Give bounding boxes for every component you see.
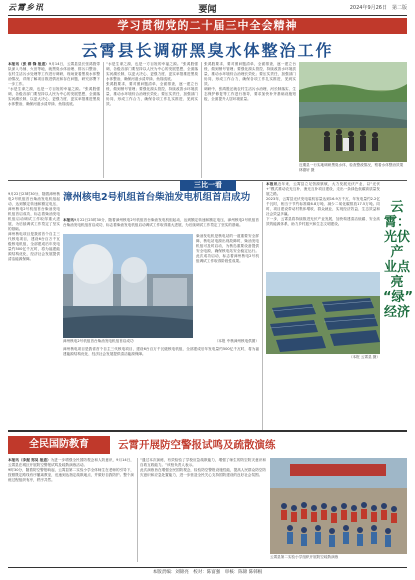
masthead (8, 2, 407, 16)
story1-column-2 (106, 62, 198, 180)
story2-para3: 漳州核电项目是我省首个自主三代核电项目，建设6台百万千瓦级核电机组，全部建成后年发电量约500亿千瓦时，将为福建能源结构优化、经济社会发展提供清洁能源保障。 (63, 347, 259, 356)
story3-byline: 本报讯 (266, 182, 278, 186)
story2-para3c: 漳州核电项目是我省首个自主三代核电项目，建设6台百万千瓦级核电机组，全部建成后年发电量约500亿千瓦时，将为福建能源结构优化、经济社会发展提供清洁能源保障。 (8, 232, 60, 261)
story1-headline: 云霄县长调研黑臭水体整治工作 (81, 41, 334, 60)
story3-vhead-line: “绿” (383, 290, 414, 305)
theme-banner: 学习贯彻党的二十届三中全会精神 (8, 18, 407, 34)
newspaper-logo: 云霄乡讯 (8, 3, 44, 12)
story1-column-1 (8, 62, 100, 180)
story1-column-3 (204, 62, 296, 180)
story2-lead (63, 218, 259, 232)
story2-photo-credit: （本报 中核漳州核电供图） (214, 339, 259, 343)
story1-para2: “水是生命之源，也是一方百姓的幸福之源。”张鸿胜强调，各级各部门要坚持以人民为中心的发展思想，全面落实河湖长制，以更大决心、更强力度、更实举措推进黑臭水体整治，确保河道水清岸绿、鱼翔浅底。 (8, 87, 100, 106)
story2-headline: 漳州核电2号机组首台柴油发电机组首启成功 (63, 192, 251, 203)
story1-para4: 调研中，张鸿胜还就农村生活污水治理、河长制落实、生态保护修复等工作进行指导，要求加快补齐基础设施短板，全面提升人居环境质量。 (204, 87, 296, 101)
story2-side-column (8, 192, 60, 380)
story4-byline: 本报讯（李振 郑昊 报道） (8, 458, 51, 462)
story2-byline: 本报讯 (63, 218, 74, 222)
story4-column-2 (140, 458, 266, 564)
story3-photo (266, 272, 380, 354)
story2-column-2 (196, 234, 259, 338)
story1-photo-caption: 近期县一行实地调研黑臭水体，检查整改情况，察看水体整治效果 林德轩 摄 (299, 163, 404, 172)
story3-vhead-line: 光伏产 (383, 230, 410, 260)
story4-para1: 为进一步增强全民国防观念和人防意识，9月14日，云霄县在城区开展防空警报试鸣及疏散演练活动。 (8, 458, 134, 467)
story4-photo-caption: 云霄县第二实验小学组织开展防空疏散演练 (270, 555, 339, 559)
column-rule (137, 458, 138, 562)
story4-tag: 全民国防教育 (8, 436, 110, 454)
story1-para3b: 张鸿胜要求，要对照问题清单，全面排查，逐一建立台账，做到销号管理；要强化源头管控，持续改善水环境质量，推动水环境综合治理长效化；要压实责任，加强部门协同，形成工作合力，确保各项工作扎实推进、见到实效。 (204, 62, 296, 86)
story2-para1b: 9月22日23时30分，随着漳州核电2号机组首台柴油发电机组起动，达到额定转速和额定电压，漳州核电2号机组首台柴油发电机组首启成功，标志着柴油发电机组启动调试工作取得重大进展，为后续调试工作奠定了坚实的基础。 (8, 192, 60, 231)
story4-photo (270, 458, 407, 554)
story3-para3: 下一步，云霄县将持续推进光伏产业发展，加快构建清洁低碳、安全高效的能源体系，助力乡村振兴和生态文明建设。 (266, 217, 380, 226)
section-divider (8, 430, 407, 432)
section-title: 要闻 (198, 5, 217, 15)
story2-para2: 柴油发电机是核电站的一道重要安全屏障，核电站电源出现故障时，柴油发电机组可及时启动，为核岛重要设备提供安全电源，确保核电站安全稳定运行。此次成功启动，标志着漳州核电2号机组调试工作取得阶段性成果。 (196, 234, 259, 263)
story1-para3: 张鸿胜要求，要对照问题清单，全面排查，逐一建立台账，做到销号管理；要强化源头管控，持续改善水环境质量，推动水环境综合治理长效化；要压实责任，加强部门协同，形成工作合力，确保各项工作扎实推进、见到实效。 (106, 82, 198, 106)
story3-vhead-line: 业点亮 (383, 260, 410, 290)
story2-tag: 三比一看 (180, 180, 236, 191)
story3-para1: 近年来，云霄县立足资源禀赋，大力发展光伏产业，以“光伏+”模式推动农光互补、渔光互补项目建设，走出一条绿色低碳高质量发展之路。 (266, 182, 380, 196)
story4-para3: “通过本次演练，有效检验了学校应急疏散能力，增强了师生的防空防灾意识和自救互救能力。”该校负责人表示。 (140, 458, 266, 467)
column-rule (201, 62, 202, 178)
story3-column-1 (266, 182, 380, 270)
story2-column-3 (63, 347, 259, 381)
story4-headline: 云霄开展防空警报试鸣及疏散演练 (118, 439, 276, 451)
story4-para4: 此次演练旨在增强全民国防观念，检验防空警报设施性能，提高人民群众防空防灾意识和应急处置能力，进一步营造全民关心支持国防建设的良好社会氛围。 (140, 468, 266, 477)
issue-date: 2024年9月26日 第二版 (349, 5, 407, 11)
story4-column-1 (8, 458, 134, 564)
story2-photo-caption: 漳州核电2号机组首台柴油发电机组首启成功 (63, 339, 134, 343)
story1-byline: 本报讯（张 群 锋 报道） (8, 62, 49, 66)
story1-para2b: “水是生命之源，也是一方百姓的幸福之源。”张鸿胜强调，各级各部门要坚持以人民为中心的发展思想，全面落实河湖长制，以更大决心、更强力度、更实举措推进黑臭水体整治，确保河道水清岸绿、鱼翔浅底。 (106, 62, 198, 81)
story3-vhead-line: 云霄： (383, 200, 410, 230)
page-footer: 本版责编：刘锦亮 校对：陈富强 审核：陈锦 陈韩根 (8, 567, 407, 577)
story3-para2: 2023年，云霄县光伏发电装机容量达到16.9万千瓦，年发电量约2.2亿千瓦时，相当于节约标准煤6.8万吨、减少二氧化碳排放17.5万吨。同时，项目建设带动村集体增收、群众就业，实现经济效益、生态效益和社会效益多赢。 (266, 197, 380, 216)
story3-photo-caption: （本报 云霄县 摄） (348, 355, 380, 359)
story2-para1: 9月22日23时30分，随着漳州核电2号机组首台柴油发电机组起动，达到额定转速和额定电压，漳州核电2号机组首台柴油发电机组首启成功，标志着柴油发电机组启动调试工作取得重大进展，为后续调试工作奠定了坚实的基础。 (63, 218, 259, 227)
story3-vhead-line: 经济 (383, 305, 410, 320)
column-rule (262, 182, 263, 430)
column-rule (103, 62, 104, 178)
story4-para2: 9时30分，随着防空警报响起，云霄县第二实验小学全体师生在老师的引导下，按照既定路线有序撤离教室，迅速到达指定疏散地点，并做好自我防护。整个演练过程组织有序，秩序井然。 (8, 468, 134, 482)
story2-photo (63, 234, 193, 338)
story1-photo (299, 62, 407, 162)
story1-para1: 9月14日，云霄县县长张鸿胜带队深入马铺、火田等地，就黑臭水体治理、排污口整治、农村生活污水处理等工作进行调研，现场查看黑臭水体整治情况，详细了解项目推进情况和存在问题，研究部署下一步工作。 (8, 62, 100, 86)
story3-vertical-headline (383, 200, 414, 400)
